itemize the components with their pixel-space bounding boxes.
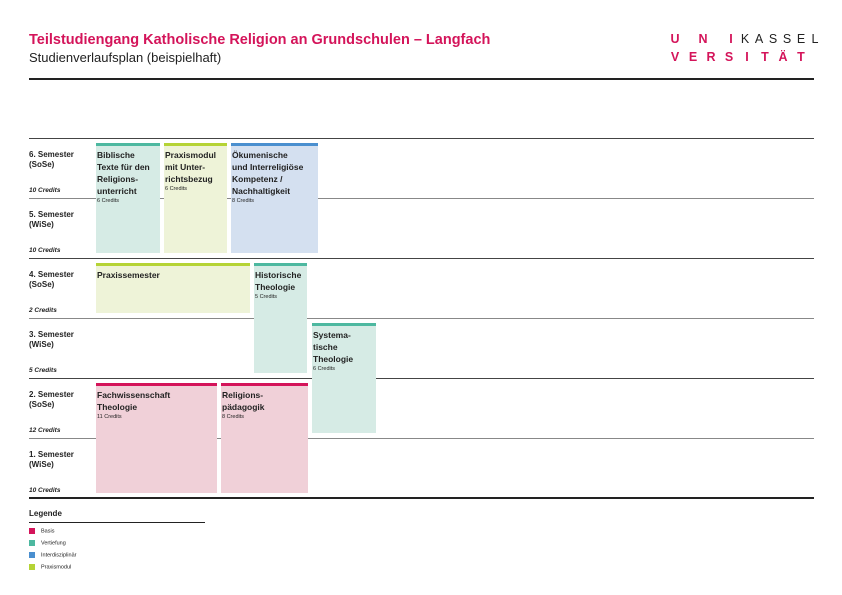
semester-label xyxy=(29,270,74,290)
semester-divider xyxy=(29,318,814,319)
logo-letter: S xyxy=(782,32,792,46)
semester-credits: 5 Credits xyxy=(29,367,57,374)
module-name-line: richtsbezug xyxy=(165,174,213,184)
logo-letter: U xyxy=(670,32,680,46)
semester-name: 4. Semester xyxy=(29,270,74,279)
module-name-line: mit Unter- xyxy=(165,162,206,172)
module-name-line: Theologie xyxy=(97,402,138,412)
semester-divider xyxy=(29,258,814,259)
legend-item xyxy=(29,540,66,547)
module-name xyxy=(97,149,150,205)
module-credits: 11 Credits xyxy=(97,414,122,420)
module-name xyxy=(222,389,265,421)
semester-label xyxy=(29,330,74,350)
module-box xyxy=(254,263,307,373)
semester-name: 6. Semester xyxy=(29,150,74,159)
module-name-line: Praxismodul xyxy=(165,150,217,160)
semester-label xyxy=(29,150,74,170)
module-color-bar xyxy=(231,143,318,146)
module-name xyxy=(97,389,170,421)
legend-title: Legende xyxy=(29,509,62,518)
logo-letter: Ä xyxy=(778,50,788,64)
module-color-bar xyxy=(96,143,160,146)
module-name xyxy=(313,329,353,373)
logo-row-1 xyxy=(668,30,818,48)
page-subtitle: Studienverlaufsplan (beispielhaft) xyxy=(29,50,222,65)
module-name-line: Nachhaltigkeit xyxy=(232,186,291,196)
legend-label: Interdisziplinär xyxy=(41,552,77,559)
legend-label: Praxismodul xyxy=(41,564,72,571)
page-title: Teilstudiengang Katholische Religion an Grundschulen – Langfach xyxy=(29,32,491,48)
logo-letter: S xyxy=(768,32,778,46)
semester-term: (SoSe) xyxy=(29,280,55,289)
logo-letter: E xyxy=(688,50,698,64)
logo-letter: T xyxy=(761,50,769,64)
semester-label xyxy=(29,450,74,470)
logo-letter: A xyxy=(754,32,764,46)
semester-label xyxy=(29,210,74,230)
legend-swatch xyxy=(29,552,35,558)
module-box xyxy=(96,383,217,493)
module-name-line: Theologie xyxy=(313,354,354,364)
logo-letter: R xyxy=(706,50,716,64)
logo-letter: K xyxy=(740,32,750,46)
semester-term: (WiSe) xyxy=(29,220,54,229)
header-rule xyxy=(29,78,814,80)
legend-rule xyxy=(29,522,205,523)
legend-item xyxy=(29,528,54,535)
module-color-bar xyxy=(96,383,217,386)
logo-letter: E xyxy=(796,32,806,46)
module-name xyxy=(255,269,301,301)
semester-credits: 2 Credits xyxy=(29,307,57,314)
semester-term: (SoSe) xyxy=(29,160,55,169)
module-credits: 6 Credits xyxy=(313,366,336,372)
uni-kassel-logo xyxy=(668,30,818,66)
semester-credits: 10 Credits xyxy=(29,247,61,254)
module-name-line: Religions- xyxy=(97,174,139,184)
legend-swatch xyxy=(29,540,35,546)
module-name xyxy=(97,269,160,281)
module-color-bar xyxy=(254,263,307,266)
module-name-line: Theologie xyxy=(255,282,296,292)
module-name-line: Religions- xyxy=(222,390,264,400)
module-box xyxy=(231,143,318,253)
module-credits: 6 Credits xyxy=(97,198,120,204)
semester-label xyxy=(29,390,74,410)
legend-swatch xyxy=(29,564,35,570)
module-color-bar xyxy=(164,143,227,146)
module-color-bar xyxy=(221,383,308,386)
module-name-line: Texte für den xyxy=(97,162,150,172)
module-box xyxy=(96,143,160,253)
module-name-line: Historische xyxy=(255,270,302,280)
module-credits: 5 Credits xyxy=(255,294,278,300)
module-name-line: Ökumenische xyxy=(232,150,288,160)
module-name-line: Fachwissenschaft xyxy=(97,390,171,400)
module-name xyxy=(232,149,303,205)
module-name xyxy=(165,149,216,193)
module-box xyxy=(312,323,376,433)
grid-bottom-rule xyxy=(29,497,814,499)
module-name-line: Kompetenz / xyxy=(232,174,283,184)
module-name-line: tische xyxy=(313,342,338,352)
semester-name: 5. Semester xyxy=(29,210,74,219)
legend-item xyxy=(29,564,71,571)
semester-term: (SoSe) xyxy=(29,400,55,409)
semester-credits: 10 Credits xyxy=(29,487,61,494)
module-color-bar xyxy=(312,323,376,326)
logo-letter: I xyxy=(745,50,749,64)
module-box xyxy=(164,143,227,253)
legend-swatch xyxy=(29,528,35,534)
semester-divider xyxy=(29,378,814,379)
semester-divider xyxy=(29,138,814,139)
module-credits: 8 Credits xyxy=(222,414,245,420)
semester-name: 2. Semester xyxy=(29,390,74,399)
legend-item xyxy=(29,552,76,559)
module-box xyxy=(221,383,308,493)
legend-label: Basis xyxy=(41,528,55,535)
logo-row-2 xyxy=(668,48,818,66)
logo-letter: V xyxy=(670,50,680,64)
legend-label: Vertiefung xyxy=(41,540,66,547)
logo-letter: T xyxy=(797,50,805,64)
logo-letter: N xyxy=(698,32,708,46)
module-name-line: und Interreligiöse xyxy=(232,162,304,172)
logo-letter: L xyxy=(811,32,819,46)
logo-letter: S xyxy=(724,50,734,64)
logo-letter: I xyxy=(729,32,733,46)
module-color-bar xyxy=(96,263,250,266)
semester-term: (WiSe) xyxy=(29,460,54,469)
semester-credits: 12 Credits xyxy=(29,427,61,434)
semester-term: (WiSe) xyxy=(29,340,54,349)
module-name-line: Biblische xyxy=(97,150,135,160)
module-name-line: pädagogik xyxy=(222,402,265,412)
module-name-line: unterricht xyxy=(97,186,137,196)
module-credits: 8 Credits xyxy=(232,198,255,204)
module-name-line: Praxissemester xyxy=(97,270,160,280)
semester-credits: 10 Credits xyxy=(29,187,61,194)
semester-name: 1. Semester xyxy=(29,450,74,459)
module-name-line: Systema- xyxy=(313,330,351,340)
module-credits: 6 Credits xyxy=(165,186,188,192)
semester-name: 3. Semester xyxy=(29,330,74,339)
module-box xyxy=(96,263,250,313)
